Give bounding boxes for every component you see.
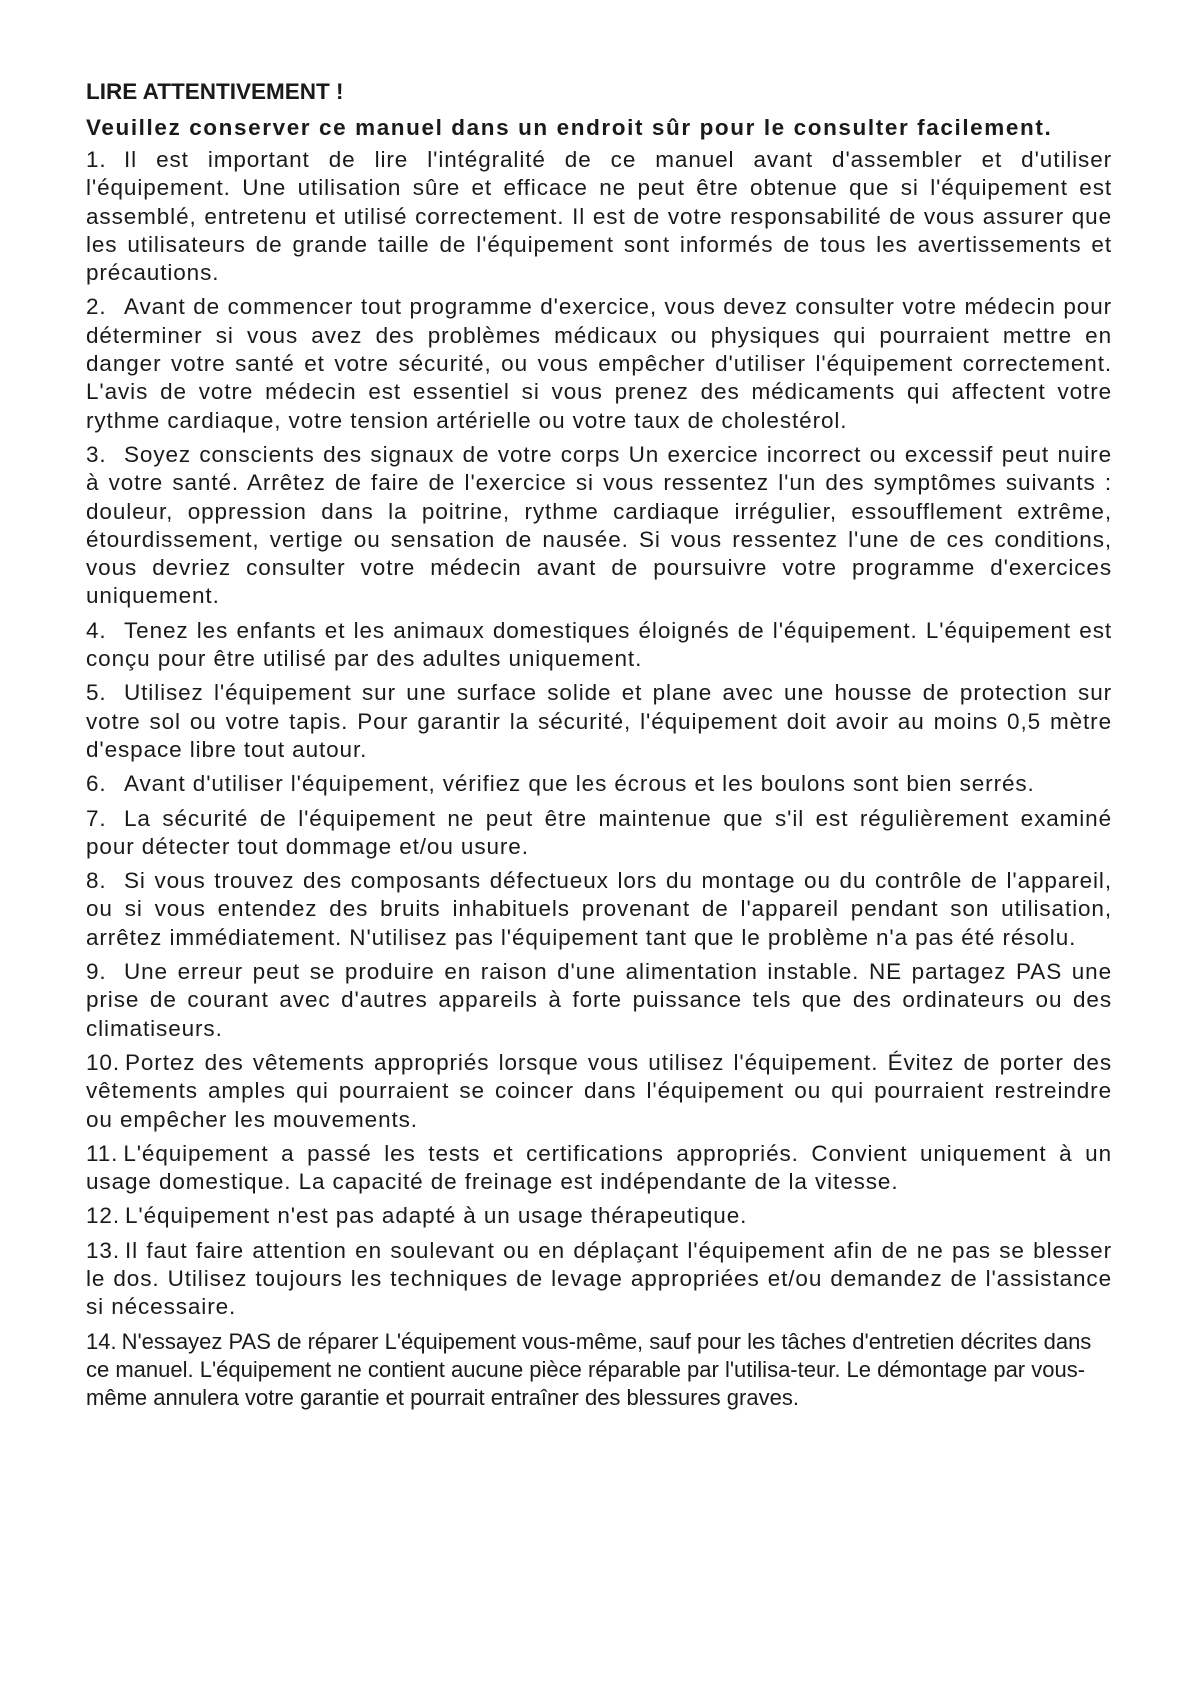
item-number: 8.	[86, 868, 107, 894]
instruction-item-14	[86, 1328, 1112, 1413]
item-text: Avant de commencer tout programme d'exercice, vous devez consulter votre médecin pour déterminer si vous avez des problèmes médicaux ou physiques qui pourraient mettre en danger votre santé et votre sécurité, ou vous empêcher d'utiliser l'équipement correctement. L'avis de votre médecin est essentiel si vous prenez des médicaments qui affectent votre rythme cardiaque, votre tension artérielle ou votre taux de cholestérol.	[86, 294, 1112, 433]
instruction-item-8	[86, 867, 1112, 952]
item-number: 14.	[86, 1328, 117, 1354]
instruction-item-1	[86, 146, 1112, 287]
item-number: 1.	[86, 147, 107, 172]
manual-page	[86, 78, 1112, 1418]
item-number: 7.	[86, 805, 107, 831]
item-text: L'équipement a passé les tests et certifications appropriés. Convient uniquement à un usage domestique. La capacité de freinage est indépendante de la vitesse.	[86, 1140, 1112, 1195]
instruction-item-9	[86, 958, 1112, 1043]
item-number: 6.	[86, 771, 107, 797]
page-heading: LIRE ATTENTIVEMENT !	[86, 79, 344, 104]
instruction-item-7	[86, 805, 1112, 862]
instruction-item-11	[86, 1140, 1112, 1197]
item-text: Utilisez l'équipement sur une surface solide et plane avec une housse de protection sur votre sol ou votre tapis. Pour garantir la sécurité, l'équipement doit avoir au moins 0,5 mètre d'espace libre tout autour.	[86, 680, 1112, 762]
item-number: 2.	[86, 294, 107, 320]
instruction-item-2	[86, 293, 1112, 434]
item-text: N'essayez PAS de réparer L'équipement vous-même, sauf pour les tâches d'entretien décrites dans ce manuel. L'équipement ne contient aucune pièce réparable par l'utilisa-teur. Le démontage par vous-même annulera votre garantie et pourrait entraîner des blessures graves.	[86, 1328, 1092, 1411]
item-number: 13.	[86, 1237, 120, 1263]
instruction-item-12	[86, 1202, 1112, 1230]
item-text: Avant d'utiliser l'équipement, vérifiez que les écrous et les boulons sont bien serrés.	[124, 771, 1035, 797]
instruction-item-4	[86, 617, 1112, 674]
item-text: Il est important de lire l'intégralité de ce manuel avant d'assembler et d'utiliser l'équipement. Une utilisation sûre et efficace ne peut être obtenue que si l'équipement est assemblé, entretenu et utilisé correctement. Il est de votre responsabilité de vous assurer que les utilisateurs de grande taille de l'équipement sont informés de tous les avertissements et précautions.	[86, 147, 1112, 286]
item-number: 12.	[86, 1203, 120, 1229]
instruction-item-5	[86, 679, 1112, 764]
instruction-item-6	[86, 770, 1112, 798]
item-text: L'équipement n'est pas adapté à un usage thérapeutique.	[124, 1203, 748, 1229]
instruction-item-10	[86, 1049, 1112, 1134]
item-number: 3.	[86, 441, 107, 467]
page-subheading: Veuillez conserver ce manuel dans un endroit sûr pour le consulter facilement.	[86, 115, 1053, 140]
item-text: Il faut faire attention en soulevant ou en déplaçant l'équipement afin de ne pas se blesser le dos. Utilisez toujours les techniques de levage appropriées et/ou demandez de l'assistance si nécessaire.	[86, 1237, 1112, 1320]
instruction-item-3	[86, 441, 1112, 611]
item-text: Soyez conscients des signaux de votre corps Un exercice incorrect ou excessif peut nuire à votre santé. Arrêtez de faire de l'exercice si vous ressentez l'un des symptômes suivants : douleur, oppression dans la poitrine, rythme cardiaque irrégulier, essoufflement extrême, étourdissement, vertige ou sensation de nausée. Si vous ressentez l'une de ces conditions, vous devriez consulter votre médecin avant de poursuivre votre programme d'exercices uniquement.	[86, 441, 1112, 609]
safety-instructions-list	[86, 146, 1112, 1412]
item-number: 10.	[86, 1049, 120, 1075]
item-number: 11.	[86, 1140, 119, 1166]
item-number: 9.	[86, 959, 107, 985]
item-text: Portez des vêtements appropriés lorsque vous utilisez l'équipement. Évitez de porter des vêtements amples qui pourraient se coincer dans l'équipement ou qui pourraient restreindre ou empêcher les mouvements.	[86, 1049, 1112, 1132]
item-number: 5.	[86, 680, 107, 706]
item-text: Tenez les enfants et les animaux domestiques éloignés de l'équipement. L'équipement est conçu pour être utilisé par des adultes uniquement.	[86, 617, 1112, 672]
item-number: 4.	[86, 617, 107, 643]
item-text: La sécurité de l'équipement ne peut être maintenue que s'il est régulièrement examiné pour détecter tout dommage et/ou usure.	[86, 805, 1112, 859]
item-text: Si vous trouvez des composants défectueux lors du montage ou du contrôle de l'appareil, ou si vous entendez des bruits inhabituels provenant de l'appareil pendant son utilisation, arrêtez immédiatement. N'utilisez pas l'équipement tant que le problème n'a pas été résolu.	[86, 868, 1112, 950]
instruction-item-13	[86, 1237, 1112, 1322]
item-text: Une erreur peut se produire en raison d'une alimentation instable. NE partagez PAS une prise de courant avec d'autres appareils à forte puissance tels que des ordinateurs ou des climatiseurs.	[86, 959, 1112, 1041]
